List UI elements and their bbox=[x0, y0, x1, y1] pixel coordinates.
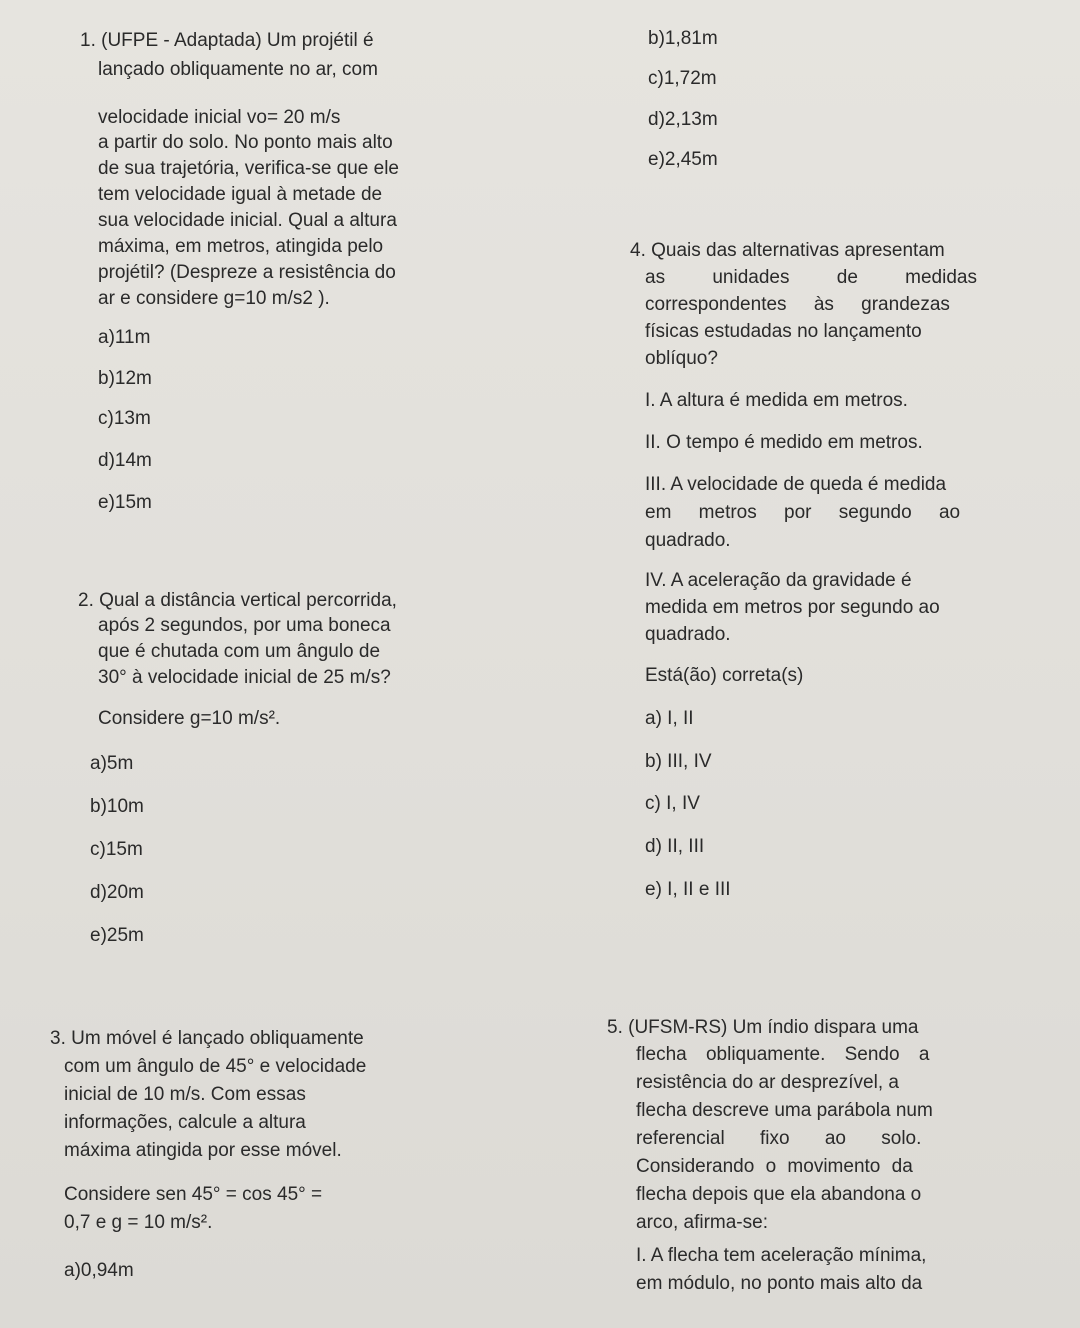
q1-line-8: máxima, em metros, atingida pelo bbox=[98, 236, 384, 257]
q3-line-2: com um ângulo de 45° e velocidade bbox=[64, 1056, 367, 1077]
q1-line-4: a partir do solo. No ponto mais alto bbox=[98, 132, 393, 153]
q5-line-6: Considerando o movimento da bbox=[636, 1156, 913, 1177]
q2-option-a: a)5m bbox=[90, 753, 134, 774]
q1-option-c: c)13m bbox=[98, 408, 151, 429]
q1-line-1: 1. (UFPE - Adaptada) Um projétil é bbox=[80, 30, 374, 51]
q5-line-3: resistência do ar desprezível, a bbox=[636, 1072, 899, 1093]
q3-consider-1: Considere sen 45° = cos 45° = bbox=[64, 1184, 323, 1205]
q1-option-a: a)11m bbox=[98, 327, 151, 348]
q5-line-1: 5. (UFSM-RS) Um índio dispara uma bbox=[607, 1017, 919, 1038]
q5-line-9: I. A flecha tem aceleração mínima, bbox=[636, 1245, 927, 1266]
q5-line-7: flecha depois que ela abandona o bbox=[636, 1184, 922, 1205]
q4-line-4: físicas estudadas no lançamento bbox=[645, 321, 922, 342]
q2-option-b: b)10m bbox=[90, 796, 144, 817]
q2-line-4: 30° à velocidade inicial de 25 m/s? bbox=[98, 667, 391, 688]
q5-line-10: em módulo, no ponto mais alto da bbox=[636, 1273, 923, 1294]
q1-line-10: ar e considere g=10 m/s2 ). bbox=[98, 288, 330, 309]
q2-line-2: após 2 segundos, por uma boneca bbox=[98, 615, 391, 636]
q4-line-3: correspondentes às grandezas bbox=[645, 294, 950, 315]
q4-statement-4a: IV. A aceleração da gravidade é bbox=[645, 570, 912, 591]
q4-option-d: d) II, III bbox=[645, 836, 705, 857]
q5-line-2: flecha obliquamente. Sendo a bbox=[636, 1044, 930, 1065]
q3-line-1: 3. Um móvel é lançado obliquamente bbox=[50, 1028, 364, 1049]
q4-statement-1: I. A altura é medida em metros. bbox=[645, 390, 908, 411]
q4-option-a: a) I, II bbox=[645, 708, 694, 729]
q4-statement-4c: quadrado. bbox=[645, 624, 731, 645]
q3-consider-2: 0,7 e g = 10 m/s². bbox=[64, 1212, 213, 1233]
q4-prompt: Está(ão) correta(s) bbox=[645, 665, 804, 686]
q1-option-d-right: d)2,13m bbox=[648, 109, 718, 130]
q3-line-5: máxima atingida por esse móvel. bbox=[64, 1140, 342, 1161]
q2-consider: Considere g=10 m/s². bbox=[98, 708, 281, 729]
q4-statement-3c: quadrado. bbox=[645, 530, 731, 551]
q2-line-1: 2. Qual a distância vertical percorrida, bbox=[78, 590, 397, 611]
q1-line-2: lançado obliquamente no ar, com bbox=[98, 59, 378, 80]
q4-line-2: as unidades de medidas bbox=[645, 267, 977, 288]
q4-option-b: b) III, IV bbox=[645, 751, 712, 772]
q1-option-e-right: e)2,45m bbox=[648, 149, 718, 170]
q1-line-6: tem velocidade igual à metade de bbox=[98, 184, 383, 205]
q4-line-5: oblíquo? bbox=[645, 348, 718, 369]
q1-option-c-right: c)1,72m bbox=[648, 68, 717, 89]
q1-option-d: d)14m bbox=[98, 450, 152, 471]
q5-line-8: arco, afirma-se: bbox=[636, 1212, 768, 1233]
q1-line-5: de sua trajetória, verifica-se que ele bbox=[98, 158, 399, 179]
q2-option-d: d)20m bbox=[90, 882, 144, 903]
q4-statement-3b: em metros por segundo ao bbox=[645, 502, 961, 523]
q3-line-4: informações, calcule a altura bbox=[64, 1112, 306, 1133]
q5-line-4: flecha descreve uma parábola num bbox=[636, 1100, 933, 1121]
q4-statement-2: II. O tempo é medido em metros. bbox=[645, 432, 923, 453]
q1-line-9: projétil? (Despreze a resistência do bbox=[98, 262, 396, 283]
q1-line-3: velocidade inicial vo= 20 m/s bbox=[98, 107, 341, 128]
q3-option-a: a)0,94m bbox=[64, 1260, 134, 1281]
q2-option-c: c)15m bbox=[90, 839, 143, 860]
q1-line-7: sua velocidade inicial. Qual a altura bbox=[98, 210, 397, 231]
q1-option-b-right: b)1,81m bbox=[648, 28, 718, 49]
q2-option-e: e)25m bbox=[90, 925, 144, 946]
q3-line-3: inicial de 10 m/s. Com essas bbox=[64, 1084, 306, 1105]
q1-option-b: b)12m bbox=[98, 368, 152, 389]
q4-statement-3a: III. A velocidade de queda é medida bbox=[645, 474, 947, 495]
q2-line-3: que é chutada com um ângulo de bbox=[98, 641, 381, 662]
q1-option-e: e)15m bbox=[98, 492, 152, 513]
q4-line-1: 4. Quais das alternativas apresentam bbox=[630, 240, 945, 261]
q4-statement-4b: medida em metros por segundo ao bbox=[645, 597, 940, 618]
q5-line-5: referencial fixo ao solo. bbox=[636, 1128, 922, 1149]
q4-option-e: e) I, II e III bbox=[645, 879, 731, 900]
q4-option-c: c) I, IV bbox=[645, 793, 700, 814]
